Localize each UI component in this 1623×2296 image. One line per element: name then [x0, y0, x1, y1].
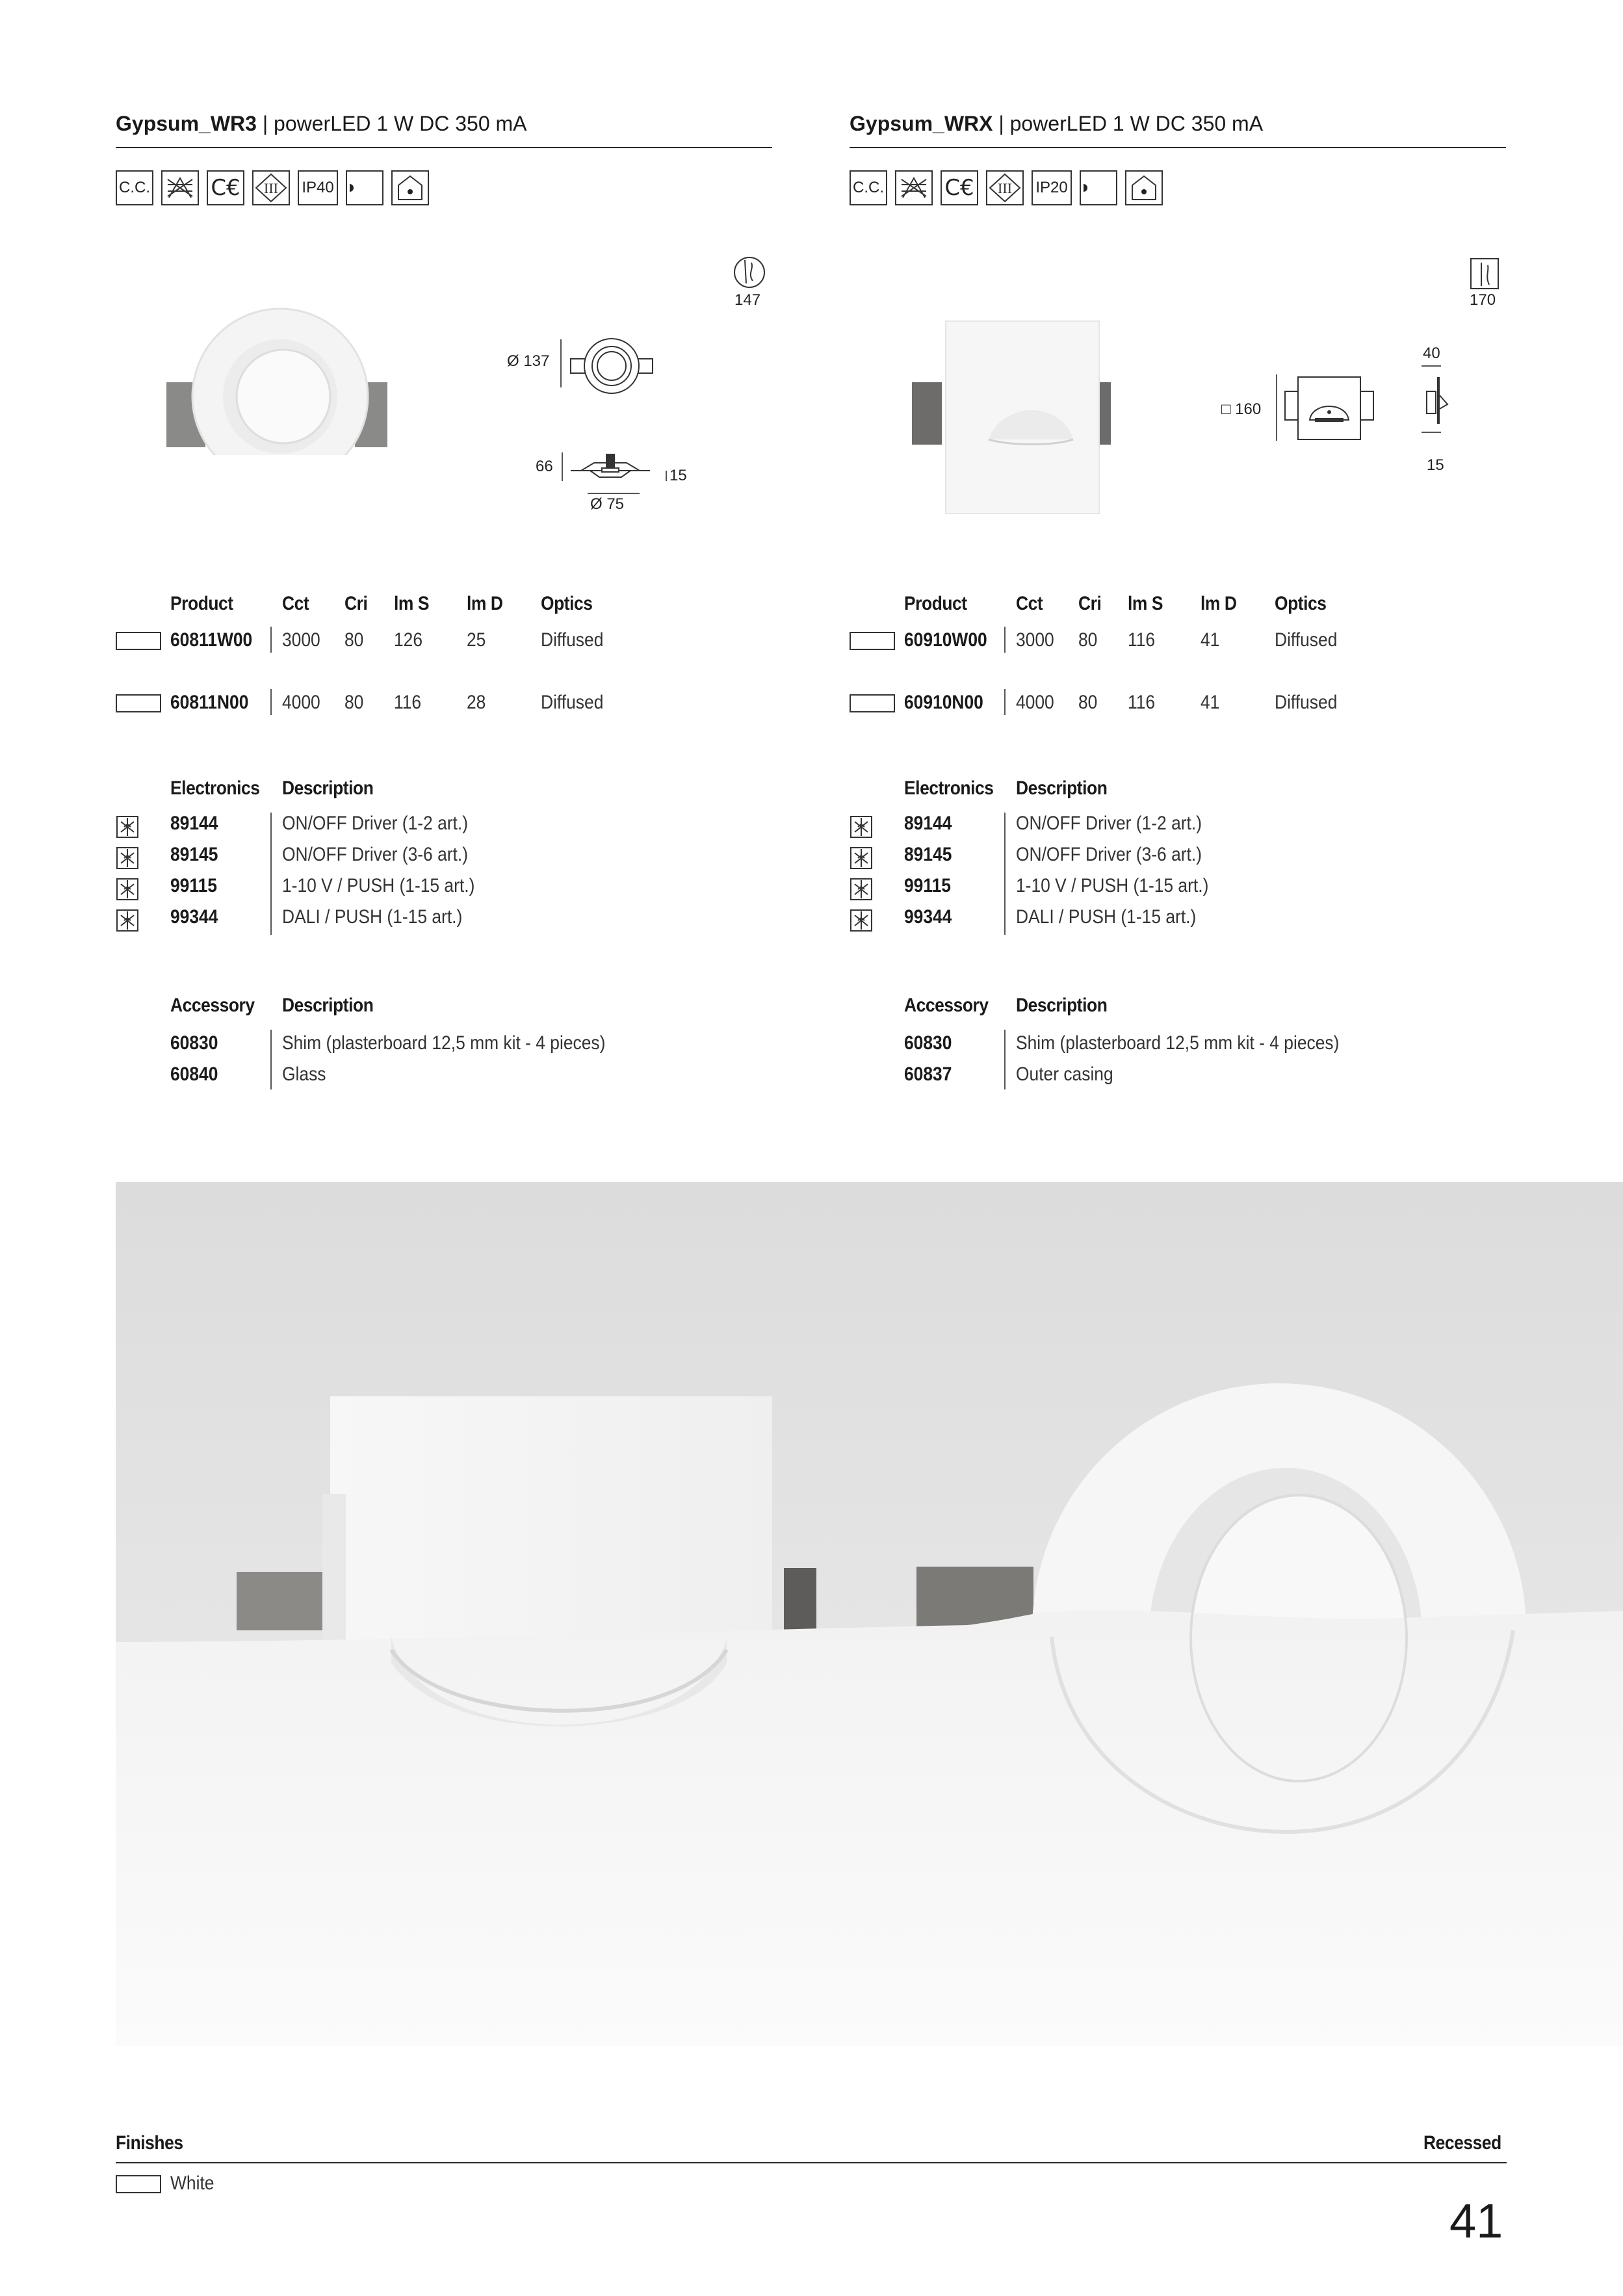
header-optics: Optics — [541, 593, 593, 614]
header-cri: Cri — [344, 593, 368, 614]
accessory-description: Shim (plasterboard 12,5 mm kit - 4 pieces) — [1016, 1032, 1340, 1054]
electronics-code: 99344 — [170, 906, 218, 928]
lms-value: 126 — [394, 629, 423, 651]
no-insulation-cover-icon — [895, 170, 933, 205]
header-product: Product — [170, 593, 233, 614]
constant-current-icon: C.C. — [116, 170, 153, 205]
header-description: Description — [282, 777, 374, 799]
header-lmd: lm D — [1201, 593, 1237, 614]
cri-value: 80 — [344, 629, 364, 651]
cri-value: 80 — [344, 692, 364, 713]
header-description: Description — [1016, 995, 1108, 1016]
electronics-code: 99344 — [904, 906, 952, 928]
header-cct: Cct — [1016, 593, 1043, 614]
hole-diameter-label: Ø 75 — [590, 495, 625, 513]
electronics-divider — [270, 813, 272, 935]
header-lms: lm S — [1128, 593, 1163, 614]
dimension-tick — [1276, 374, 1277, 441]
header-lmd: lm D — [467, 593, 503, 614]
accessory-divider — [270, 1030, 272, 1089]
header-optics: Optics — [1275, 593, 1327, 614]
ip-rating-icon: IP20 — [1032, 170, 1072, 205]
product-code: 60910W00 — [904, 629, 987, 651]
constant-current-icon: C.C. — [850, 170, 887, 205]
electronics-description: DALI / PUSH (1-15 art.) — [282, 906, 463, 928]
optics-value: Diffused — [1275, 692, 1338, 713]
electronics-description: DALI / PUSH (1-15 art.) — [1016, 906, 1197, 928]
cri-value: 80 — [1078, 692, 1098, 713]
recessed-house-icon — [1125, 170, 1163, 205]
dimension-tick — [666, 471, 667, 481]
header-description: Description — [282, 995, 374, 1016]
page-number: 41 — [1449, 2194, 1503, 2248]
header-accessory: Accessory — [904, 995, 989, 1016]
driver-icon — [850, 909, 873, 932]
finish-swatch — [116, 694, 161, 712]
finish-swatch — [850, 694, 895, 712]
product-title: Gypsum_WRX | powerLED 1 W DC 350 mA — [850, 112, 1264, 135]
electronics-description: ON/OFF Driver (1-2 art.) — [1016, 813, 1202, 834]
electronics-code: 99115 — [170, 875, 217, 896]
product-code: 60910N00 — [904, 692, 983, 713]
finish-swatch — [850, 632, 895, 650]
svg-text:III: III — [998, 180, 1012, 196]
side-view-drawing — [1424, 374, 1454, 430]
svg-text:III: III — [264, 180, 278, 196]
optics-value: Diffused — [541, 629, 604, 651]
finish-swatch — [116, 632, 161, 650]
electronics-description: ON/OFF Driver (3-6 art.) — [282, 844, 469, 865]
electronics-description: ON/OFF Driver (1-2 art.) — [282, 813, 469, 834]
footer-rule — [116, 2162, 1507, 2163]
electronics-description: ON/OFF Driver (3-6 art.) — [1016, 844, 1202, 865]
title-rule — [116, 147, 772, 148]
ceiling-height-value: 147 — [734, 291, 761, 309]
finishes-label: Finishes — [116, 2132, 183, 2154]
dot-icon — [346, 170, 383, 205]
ip-rating-icon: IP40 — [298, 170, 338, 205]
header-cct: Cct — [282, 593, 309, 614]
accessory-code: 60830 — [170, 1032, 218, 1054]
electronics-description: 1-10 V / PUSH (1-15 art.) — [282, 875, 475, 896]
side-view-drawing — [568, 449, 653, 491]
dimension-line — [1422, 432, 1441, 433]
electronics-divider — [1004, 813, 1006, 935]
electronics-code: 89144 — [170, 813, 218, 834]
header-electronics: Electronics — [170, 777, 260, 799]
row-divider — [270, 689, 272, 715]
ceiling-height-icon — [732, 255, 767, 293]
header-accessory: Accessory — [170, 995, 255, 1016]
accessory-divider — [1004, 1030, 1006, 1089]
no-insulation-cover-icon — [161, 170, 199, 205]
square-size-label: □ 160 — [1221, 400, 1262, 418]
dimension-tick — [562, 452, 563, 481]
header-electronics: Electronics — [904, 777, 994, 799]
driver-icon — [850, 878, 873, 901]
top-dim-label: 40 — [1423, 345, 1440, 362]
accessory-description: Shim (plasterboard 12,5 mm kit - 4 pieces) — [282, 1032, 606, 1054]
title-rule — [850, 147, 1506, 148]
dimension-line — [588, 493, 640, 494]
class-iii-icon — [986, 170, 1024, 205]
lms-value: 116 — [1128, 692, 1156, 713]
header-cri: Cri — [1078, 593, 1102, 614]
ce-mark-icon: C€ — [941, 170, 978, 205]
electronics-code: 89145 — [170, 844, 218, 865]
electronics-code: 89144 — [904, 813, 952, 834]
outer-diameter-label: Ø 137 — [507, 352, 550, 370]
driver-icon — [116, 878, 139, 901]
dot-icon — [1080, 170, 1117, 205]
driver-icon — [116, 909, 139, 932]
ce-mark-icon: C€ — [207, 170, 244, 205]
product-code: 60811W00 — [170, 629, 253, 651]
lms-value: 116 — [1128, 629, 1156, 651]
accessory-description: Outer casing — [1016, 1063, 1113, 1085]
bottom-dim-label: 15 — [1427, 456, 1444, 474]
top-view-drawing — [569, 333, 654, 401]
product-column-wrx — [850, 0, 1506, 1144]
accessory-code: 60840 — [170, 1063, 218, 1085]
driver-icon — [850, 815, 873, 839]
cri-value: 80 — [1078, 629, 1098, 651]
depth-label: 66 — [536, 458, 553, 475]
lmd-value: 41 — [1201, 629, 1220, 651]
header-product: Product — [904, 593, 967, 614]
optics-value: Diffused — [541, 692, 604, 713]
finish-white-label: White — [170, 2172, 214, 2194]
product-image-wrx — [912, 316, 1133, 517]
front-view-drawing — [1284, 374, 1375, 445]
certification-icons — [850, 170, 1163, 205]
cct-value: 4000 — [1016, 692, 1054, 713]
recessed-house-icon — [391, 170, 429, 205]
product-title: Gypsum_WR3 | powerLED 1 W DC 350 mA — [116, 112, 527, 135]
row-divider — [1004, 689, 1006, 715]
lmd-value: 41 — [1201, 692, 1220, 713]
driver-icon — [850, 846, 873, 870]
ceiling-height-icon — [1468, 256, 1501, 294]
dimension-line — [1422, 365, 1441, 367]
accessory-code: 60837 — [904, 1063, 952, 1085]
lmd-value: 25 — [467, 629, 486, 651]
cct-value: 4000 — [282, 692, 320, 713]
row-divider — [1004, 627, 1006, 653]
header-lms: lm S — [394, 593, 429, 614]
electronics-description: 1-10 V / PUSH (1-15 art.) — [1016, 875, 1209, 896]
certification-icons — [116, 170, 429, 205]
lmd-value: 28 — [467, 692, 486, 713]
section-label: Recessed — [1423, 2132, 1501, 2154]
finish-swatch-white — [116, 2175, 161, 2193]
product-image-wr3 — [166, 306, 400, 455]
row-divider — [270, 627, 272, 653]
cct-value: 3000 — [1016, 629, 1054, 651]
dimension-tick — [560, 339, 562, 387]
electronics-code: 89145 — [904, 844, 952, 865]
lms-value: 116 — [394, 692, 422, 713]
product-code: 60811N00 — [170, 692, 249, 713]
accessory-description: Glass — [282, 1063, 326, 1085]
product-column-wr3 — [116, 0, 772, 1144]
class-iii-icon — [252, 170, 290, 205]
accessory-code: 60830 — [904, 1032, 952, 1054]
flange-label: 15 — [669, 467, 687, 484]
driver-icon — [116, 815, 139, 839]
header-description: Description — [1016, 777, 1108, 799]
cct-value: 3000 — [282, 629, 320, 651]
ceiling-height-value: 170 — [1470, 291, 1496, 309]
product-photo — [116, 1182, 1623, 2046]
driver-icon — [116, 846, 139, 870]
optics-value: Diffused — [1275, 629, 1338, 651]
electronics-code: 99115 — [904, 875, 951, 896]
